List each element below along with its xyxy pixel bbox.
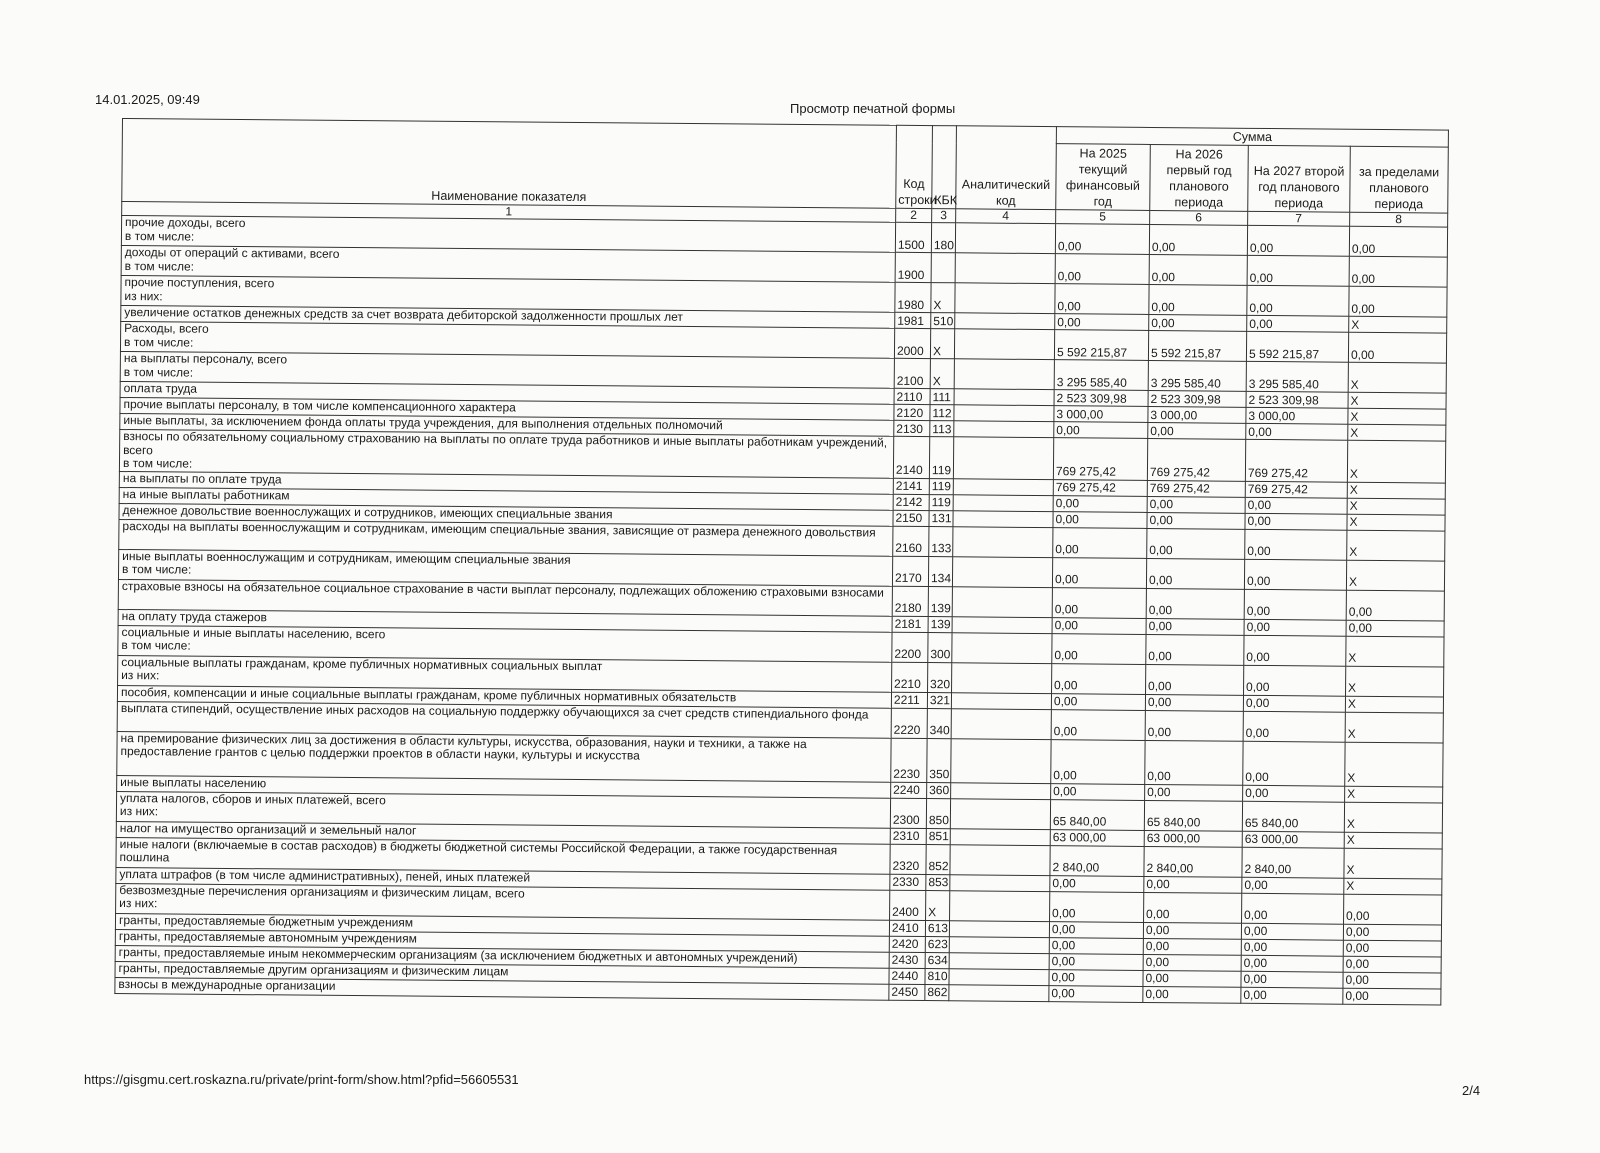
row-value-beyond: X	[1345, 786, 1443, 803]
row-name: на иные выплаты работникам	[119, 487, 893, 510]
row-value-2026: 0,00	[1146, 558, 1244, 589]
row-kbk: 510	[931, 313, 955, 329]
row-value-2026: 0,00	[1146, 664, 1244, 695]
row-value-2027: 0,00	[1244, 589, 1346, 620]
row-value-2025: 3 000,00	[1054, 406, 1148, 423]
row-code: 2230	[891, 738, 927, 782]
row-kbk: 850	[926, 798, 950, 828]
row-value-beyond: X	[1347, 440, 1445, 482]
row-value-2026: 769 275,42	[1147, 438, 1245, 480]
row-analytic	[952, 616, 1052, 633]
row-analytic	[952, 632, 1052, 663]
row-name: социальные выплаты гражданам, кроме публичных нормативных социальных выплат из них:	[118, 655, 892, 692]
row-name: налог на имущество организаций и земельный налог	[116, 821, 890, 844]
row-code: 2000	[894, 328, 930, 358]
row-analytic	[950, 890, 1050, 921]
row-value-beyond: 0,00	[1344, 894, 1442, 925]
row-value-2025: 0,00	[1053, 495, 1147, 512]
row-value-2027: 63 000,00	[1242, 831, 1344, 848]
row-value-2025: 0,00	[1052, 587, 1146, 618]
row-kbk: 360	[927, 782, 951, 798]
page-number: 2/4	[1462, 1083, 1481, 1098]
row-value-2025: 0,00	[1053, 511, 1147, 528]
row-analytic	[954, 329, 1054, 360]
row-value-2026: 769 275,42	[1147, 480, 1245, 497]
row-value-beyond: X	[1346, 666, 1444, 697]
page-url: https://gisgmu.cert.roskazna.ru/private/print-form/show.html?pfid=56605531	[84, 1072, 519, 1087]
row-value-2025: 65 840,00	[1050, 799, 1144, 830]
report-table	[114, 118, 1449, 1005]
row-value-2026: 0,00	[1147, 496, 1245, 513]
row-value-2026: 0,00	[1144, 876, 1242, 893]
row-value-beyond: X	[1344, 832, 1442, 849]
row-value-beyond: X	[1346, 560, 1444, 591]
row-name: расходы на выплаты военнослужащим и сотрудникам, имеющим специальные звания, зависящие от размера денежного довольствия	[119, 519, 893, 556]
row-name: на выплаты по оплате труда	[119, 471, 893, 494]
row-name: иные выплаты, за исключением фонда оплаты труда учреждения, для выполнения отдельных полномочий	[120, 413, 894, 436]
row-value-2027: 0,00	[1241, 971, 1343, 988]
row-value-2026: 0,00	[1146, 634, 1244, 665]
row-name: прочие выплаты персоналу, в том числе компенсационного характера	[120, 397, 894, 420]
row-name: на премирование физических лиц за достижения в области культуры, искусства, образования, науки и техники, а также на предоставление грантов с целью поддержки проектов в области науки, культуры и искусства	[117, 731, 891, 782]
row-value-2026: 0,00	[1149, 284, 1247, 315]
row-value-2026: 0,00	[1145, 740, 1243, 785]
row-code: 2430	[889, 952, 925, 968]
row-analytic	[952, 556, 1052, 587]
row-kbk: 133	[929, 526, 953, 556]
row-value-2025: 2 523 309,98	[1054, 390, 1148, 407]
row-name: взносы в международные организации	[115, 977, 889, 1000]
row-value-2026: 0,00	[1146, 588, 1244, 619]
row-value-2025: 0,00	[1051, 739, 1145, 784]
row-analytic	[955, 253, 1055, 284]
row-value-beyond: X	[1347, 530, 1445, 561]
row-code: 1900	[895, 252, 931, 282]
row-code: 2211	[891, 692, 927, 708]
row-kbk: 112	[930, 405, 954, 421]
row-value-2025: 0,00	[1051, 709, 1145, 740]
row-name: на выплаты персоналу, всего в том числе:	[120, 351, 894, 388]
row-value-2025: 3 295 585,40	[1054, 360, 1148, 391]
row-analytic	[952, 662, 1052, 693]
row-name: страховые взносы на обязательное социальное страхование в части выплат персоналу, подлежащих обложению страховыми взносами	[118, 579, 892, 616]
row-code: 2181	[892, 616, 928, 632]
row-name: денежное довольствие военнослужащих и сотрудников, имеющих специальные звания	[119, 503, 893, 526]
row-value-beyond: X	[1348, 362, 1446, 393]
row-value-beyond: 0,00	[1343, 924, 1441, 941]
row-value-2025: 63 000,00	[1050, 829, 1144, 846]
row-value-2026: 0,00	[1143, 970, 1241, 987]
row-value-2025: 0,00	[1053, 527, 1147, 558]
row-name: иные выплаты военнослужащим и сотрудникам, имеющим специальные звания в том числе:	[118, 549, 892, 586]
row-value-2026: 0,00	[1148, 422, 1246, 439]
row-value-2026: 0,00	[1145, 694, 1243, 711]
row-analytic	[949, 952, 1049, 969]
row-name: выплата стипендий, осуществление иных расходов на социальную поддержку обучающихся за счет средств стипендиального фонда	[117, 701, 891, 738]
row-analytic	[953, 478, 1053, 495]
row-code: 2142	[893, 494, 929, 510]
row-value-2026: 0,00	[1143, 938, 1241, 955]
row-value-2026: 2 523 309,98	[1148, 390, 1246, 407]
row-kbk	[931, 253, 955, 283]
row-value-2026: 5 592 215,87	[1148, 330, 1246, 361]
row-code: 2120	[894, 404, 930, 420]
row-value-2027: 0,00	[1244, 619, 1346, 636]
row-value-2025: 0,00	[1055, 284, 1149, 315]
row-value-2025: 0,00	[1049, 953, 1143, 970]
col-number: 2	[896, 208, 932, 222]
row-analytic	[954, 389, 1054, 406]
row-value-2025: 0,00	[1049, 969, 1143, 986]
row-value-beyond: X	[1346, 636, 1444, 667]
row-value-2025: 0,00	[1050, 875, 1144, 892]
row-value-2027: 0,00	[1246, 423, 1348, 440]
row-kbk: 340	[927, 708, 951, 738]
row-value-2025: 0,00	[1049, 937, 1143, 954]
row-value-beyond: X	[1344, 848, 1442, 879]
row-analytic	[949, 984, 1049, 1001]
row-kbk: 810	[925, 968, 949, 984]
row-analytic	[953, 526, 1053, 557]
row-kbk: 119	[929, 478, 953, 494]
row-analytic	[951, 782, 1051, 799]
row-value-2026: 0,00	[1143, 954, 1241, 971]
row-kbk: 320	[928, 662, 952, 692]
row-value-2027: 0,00	[1245, 529, 1347, 560]
row-code: 2450	[889, 984, 925, 1000]
row-code: 2140	[893, 436, 929, 478]
row-value-2027: 0,00	[1247, 225, 1349, 256]
row-name: Расходы, всего в том числе:	[120, 321, 894, 358]
row-value-beyond: 0,00	[1343, 988, 1441, 1005]
col-header-name: Наименование показателя	[122, 119, 897, 209]
row-analytic	[955, 283, 1055, 314]
row-name: безвозмездные перечисления организациям и физическим лицам, всего из них:	[116, 883, 890, 920]
row-value-2027: 0,00	[1241, 987, 1343, 1004]
row-code: 1980	[895, 282, 931, 312]
col-number: 6	[1150, 210, 1248, 225]
row-kbk: 350	[927, 738, 951, 782]
row-kbk: 852	[926, 844, 950, 874]
row-kbk: 113	[930, 421, 954, 437]
row-value-2025: 769 275,42	[1053, 438, 1147, 480]
row-code: 1500	[895, 222, 931, 252]
row-value-beyond: X	[1344, 878, 1442, 895]
row-value-2025: 0,00	[1049, 921, 1143, 938]
row-code: 2240	[891, 782, 927, 798]
row-value-beyond: X	[1349, 316, 1447, 333]
col-number: 3	[932, 209, 956, 223]
row-code: 1981	[895, 312, 931, 328]
row-value-beyond: 0,00	[1346, 620, 1444, 637]
row-value-beyond: 0,00	[1343, 956, 1441, 973]
row-value-2025: 0,00	[1052, 557, 1146, 588]
col-number: 5	[1056, 210, 1150, 225]
row-value-2026: 3 295 585,40	[1148, 360, 1246, 391]
row-value-2027: 0,00	[1244, 635, 1346, 666]
row-code: 2310	[890, 828, 926, 844]
row-value-2027: 0,00	[1243, 695, 1345, 712]
col-header-analytic: Аналитический код	[956, 126, 1057, 210]
row-value-2026: 0,00	[1149, 314, 1247, 331]
row-kbk: 119	[929, 437, 953, 479]
row-kbk: X	[930, 359, 954, 389]
row-value-2025: 0,00	[1049, 985, 1143, 1002]
row-value-2027: 0,00	[1243, 711, 1345, 742]
row-kbk: X	[926, 890, 950, 920]
row-analytic	[955, 223, 1055, 254]
row-value-beyond: 0,00	[1343, 940, 1441, 957]
row-analytic	[949, 936, 1049, 953]
row-analytic	[951, 692, 1051, 709]
row-value-2027: 0,00	[1243, 785, 1345, 802]
row-kbk: X	[931, 283, 955, 313]
row-value-2027: 0,00	[1241, 955, 1343, 972]
row-value-2027: 0,00	[1243, 741, 1345, 786]
row-value-2026: 0,00	[1149, 224, 1247, 255]
row-value-2026: 0,00	[1149, 254, 1247, 285]
row-value-beyond: X	[1344, 802, 1442, 833]
row-name: увеличение остатков денежных средств за счет возврата дебиторской задолженности прошлых лет	[121, 305, 895, 328]
row-kbk: 300	[928, 632, 952, 662]
row-analytic	[954, 359, 1054, 390]
row-value-2027: 0,00	[1242, 893, 1344, 924]
row-value-2026: 0,00	[1145, 710, 1243, 741]
row-value-2027: 0,00	[1241, 939, 1343, 956]
row-value-2027: 2 523 309,98	[1246, 391, 1348, 408]
row-value-2025: 0,00	[1055, 254, 1149, 285]
table-body	[115, 216, 1448, 1005]
col-header-code: Код строки	[896, 125, 933, 208]
row-name: гранты, предоставляемые другим организациям и физическим лицам	[115, 961, 889, 984]
row-kbk: 853	[926, 874, 950, 890]
row-code: 2400	[890, 890, 926, 920]
col-number: 1	[122, 202, 896, 223]
row-value-2026: 0,00	[1143, 986, 1241, 1003]
row-value-2025: 0,00	[1054, 422, 1148, 439]
row-name: оплата труда	[120, 381, 894, 404]
row-value-2027: 0,00	[1244, 559, 1346, 590]
row-analytic	[951, 708, 1051, 739]
row-analytic	[953, 494, 1053, 511]
row-value-2026: 0,00	[1147, 512, 1245, 529]
col-header-beyond: за пределами планового периода	[1350, 146, 1449, 213]
col-header-2025: На 2025 текущий финансовый год	[1056, 144, 1151, 211]
row-name: прочие поступления, всего из них:	[121, 275, 895, 312]
row-code: 2160	[893, 526, 929, 556]
row-analytic	[951, 738, 1051, 783]
row-code: 2420	[889, 936, 925, 952]
col-number: 7	[1248, 211, 1350, 226]
row-value-beyond: X	[1348, 408, 1446, 425]
row-value-2027: 0,00	[1247, 285, 1349, 316]
row-value-2027: 0,00	[1244, 665, 1346, 696]
row-value-2026: 0,00	[1144, 892, 1242, 923]
row-name: иные выплаты населению	[117, 775, 891, 798]
row-value-2027: 0,00	[1242, 877, 1344, 894]
row-value-2025: 0,00	[1052, 617, 1146, 634]
row-analytic	[950, 844, 1050, 875]
row-value-2027: 2 840,00	[1242, 847, 1344, 878]
row-value-2026: 0,00	[1143, 922, 1241, 939]
row-name: социальные и иные выплаты населению, всего в том числе:	[118, 625, 892, 662]
row-kbk: 321	[927, 692, 951, 708]
row-kbk: 131	[929, 510, 953, 526]
row-analytic	[953, 510, 1053, 527]
col-number: 4	[956, 209, 1056, 224]
row-value-2026: 0,00	[1146, 618, 1244, 635]
row-name: уплата штрафов (в том числе административных), пеней, иных платежей	[116, 867, 890, 890]
row-value-2027: 0,00	[1247, 255, 1349, 286]
col-header-sum: Сумма	[1056, 127, 1448, 147]
row-kbk: 139	[928, 616, 952, 632]
row-analytic	[950, 874, 1050, 891]
row-value-beyond: X	[1347, 514, 1445, 531]
row-name: иные налоги (включаемые в состав расходов) в бюджеты бюджетной системы Российской Федерации, а также государственная пошлина	[116, 837, 890, 874]
col-number: 8	[1350, 212, 1448, 227]
row-kbk: 862	[925, 984, 949, 1000]
print-timestamp: 14.01.2025, 09:49	[95, 92, 200, 107]
row-value-2026: 0,00	[1145, 784, 1243, 801]
table-header	[122, 119, 1449, 228]
row-value-2027: 0,00	[1245, 497, 1347, 514]
row-code: 2220	[891, 708, 927, 738]
row-analytic	[950, 828, 1050, 845]
row-analytic	[953, 437, 1053, 479]
row-kbk: 613	[925, 920, 949, 936]
row-kbk: 139	[928, 586, 952, 616]
row-code: 2100	[894, 358, 930, 388]
row-value-2027: 3 295 585,40	[1246, 361, 1348, 392]
row-value-2026: 63 000,00	[1144, 830, 1242, 847]
row-analytic	[949, 920, 1049, 937]
row-value-2026: 0,00	[1147, 528, 1245, 559]
row-analytic	[954, 421, 1054, 438]
row-name: пособия, компенсации и иные социальные выплаты гражданам, кроме публичных нормативных обязательств	[117, 685, 891, 708]
row-code: 2180	[892, 586, 928, 616]
row-value-beyond: 0,00	[1349, 226, 1447, 257]
row-value-2026: 2 840,00	[1144, 846, 1242, 877]
row-kbk: 180	[931, 223, 955, 253]
row-value-2027: 65 840,00	[1242, 801, 1344, 832]
row-code: 2210	[892, 662, 928, 692]
row-name: доходы от операций с активами, всего в том числе:	[121, 245, 895, 282]
row-value-2026: 65 840,00	[1144, 800, 1242, 831]
row-value-2027: 769 275,42	[1245, 439, 1347, 481]
row-name: гранты, предоставляемые иным некоммерческим организациям (за исключением бюджетных и автономных учреждений)	[115, 945, 889, 968]
row-name: уплата налогов, сборов и иных платежей, всего из них:	[116, 791, 890, 828]
row-code: 2141	[893, 478, 929, 494]
row-kbk: 623	[925, 936, 949, 952]
report-table-wrapper	[114, 118, 1448, 1005]
row-code: 2130	[894, 420, 930, 436]
row-value-beyond: X	[1347, 482, 1445, 499]
row-code: 2300	[890, 798, 926, 828]
row-value-beyond: 0,00	[1346, 590, 1444, 621]
row-value-beyond: X	[1348, 392, 1446, 409]
row-value-2025: 769 275,42	[1053, 479, 1147, 496]
row-value-beyond: X	[1345, 712, 1443, 743]
page-title: Просмотр печатной формы	[790, 101, 956, 116]
row-code: 2150	[893, 510, 929, 526]
row-name: на оплату труда стажеров	[118, 609, 892, 632]
row-value-2025: 0,00	[1052, 633, 1146, 664]
row-value-2027: 0,00	[1247, 315, 1349, 332]
row-name: гранты, предоставляемые автономным учреждениям	[115, 929, 889, 952]
row-value-2025: 5 592 215,87	[1054, 330, 1148, 361]
row-code: 2410	[889, 920, 925, 936]
row-value-2025: 2 840,00	[1050, 845, 1144, 876]
col-header-2026: На 2026 первый год планового периода	[1150, 144, 1249, 211]
row-value-beyond: 0,00	[1349, 286, 1447, 317]
row-value-2027: 0,00	[1245, 513, 1347, 530]
row-code: 2170	[892, 556, 928, 586]
row-value-2027: 3 000,00	[1246, 407, 1348, 424]
row-value-2025: 0,00	[1050, 891, 1144, 922]
row-code: 2110	[894, 388, 930, 404]
row-value-2026: 3 000,00	[1148, 406, 1246, 423]
row-analytic	[949, 968, 1049, 985]
row-analytic	[954, 405, 1054, 422]
row-kbk: 634	[925, 952, 949, 968]
col-header-kbk: КБК	[932, 126, 957, 209]
row-analytic	[952, 586, 1052, 617]
row-name: гранты, предоставляемые бюджетным учреждениям	[115, 913, 889, 936]
row-value-2025: 0,00	[1051, 693, 1145, 710]
row-kbk: 134	[928, 556, 952, 586]
row-analytic	[950, 798, 1050, 829]
row-code: 2440	[889, 968, 925, 984]
row-value-2025: 0,00	[1052, 663, 1146, 694]
row-name: взносы по обязательному социальному страхованию на выплаты по оплате труда работников и иные выплаты работникам учреждений, всего в том числе:	[119, 429, 893, 477]
row-code: 2320	[890, 844, 926, 874]
row-value-beyond: 0,00	[1343, 972, 1441, 989]
row-value-2025: 0,00	[1055, 314, 1149, 331]
row-value-2025: 0,00	[1055, 224, 1149, 255]
row-value-beyond: 0,00	[1349, 256, 1447, 287]
row-value-beyond: 0,00	[1348, 332, 1446, 363]
row-analytic	[955, 313, 1055, 330]
row-value-beyond: X	[1348, 424, 1446, 441]
col-header-2027: На 2027 второй год планового периода	[1248, 145, 1351, 212]
row-value-2027: 5 592 215,87	[1246, 331, 1348, 362]
row-value-2025: 0,00	[1051, 783, 1145, 800]
row-code: 2200	[892, 632, 928, 662]
row-kbk: 851	[926, 828, 950, 844]
row-name: прочие доходы, всего в том числе:	[121, 216, 895, 253]
row-value-beyond: X	[1347, 498, 1445, 515]
row-kbk: 119	[929, 494, 953, 510]
row-value-beyond: X	[1345, 742, 1443, 787]
row-value-beyond: X	[1345, 696, 1443, 713]
row-value-2027: 0,00	[1241, 923, 1343, 940]
row-code: 2330	[890, 874, 926, 890]
row-kbk: 111	[930, 389, 954, 405]
row-value-2027: 769 275,42	[1245, 481, 1347, 498]
row-kbk: X	[930, 329, 954, 359]
